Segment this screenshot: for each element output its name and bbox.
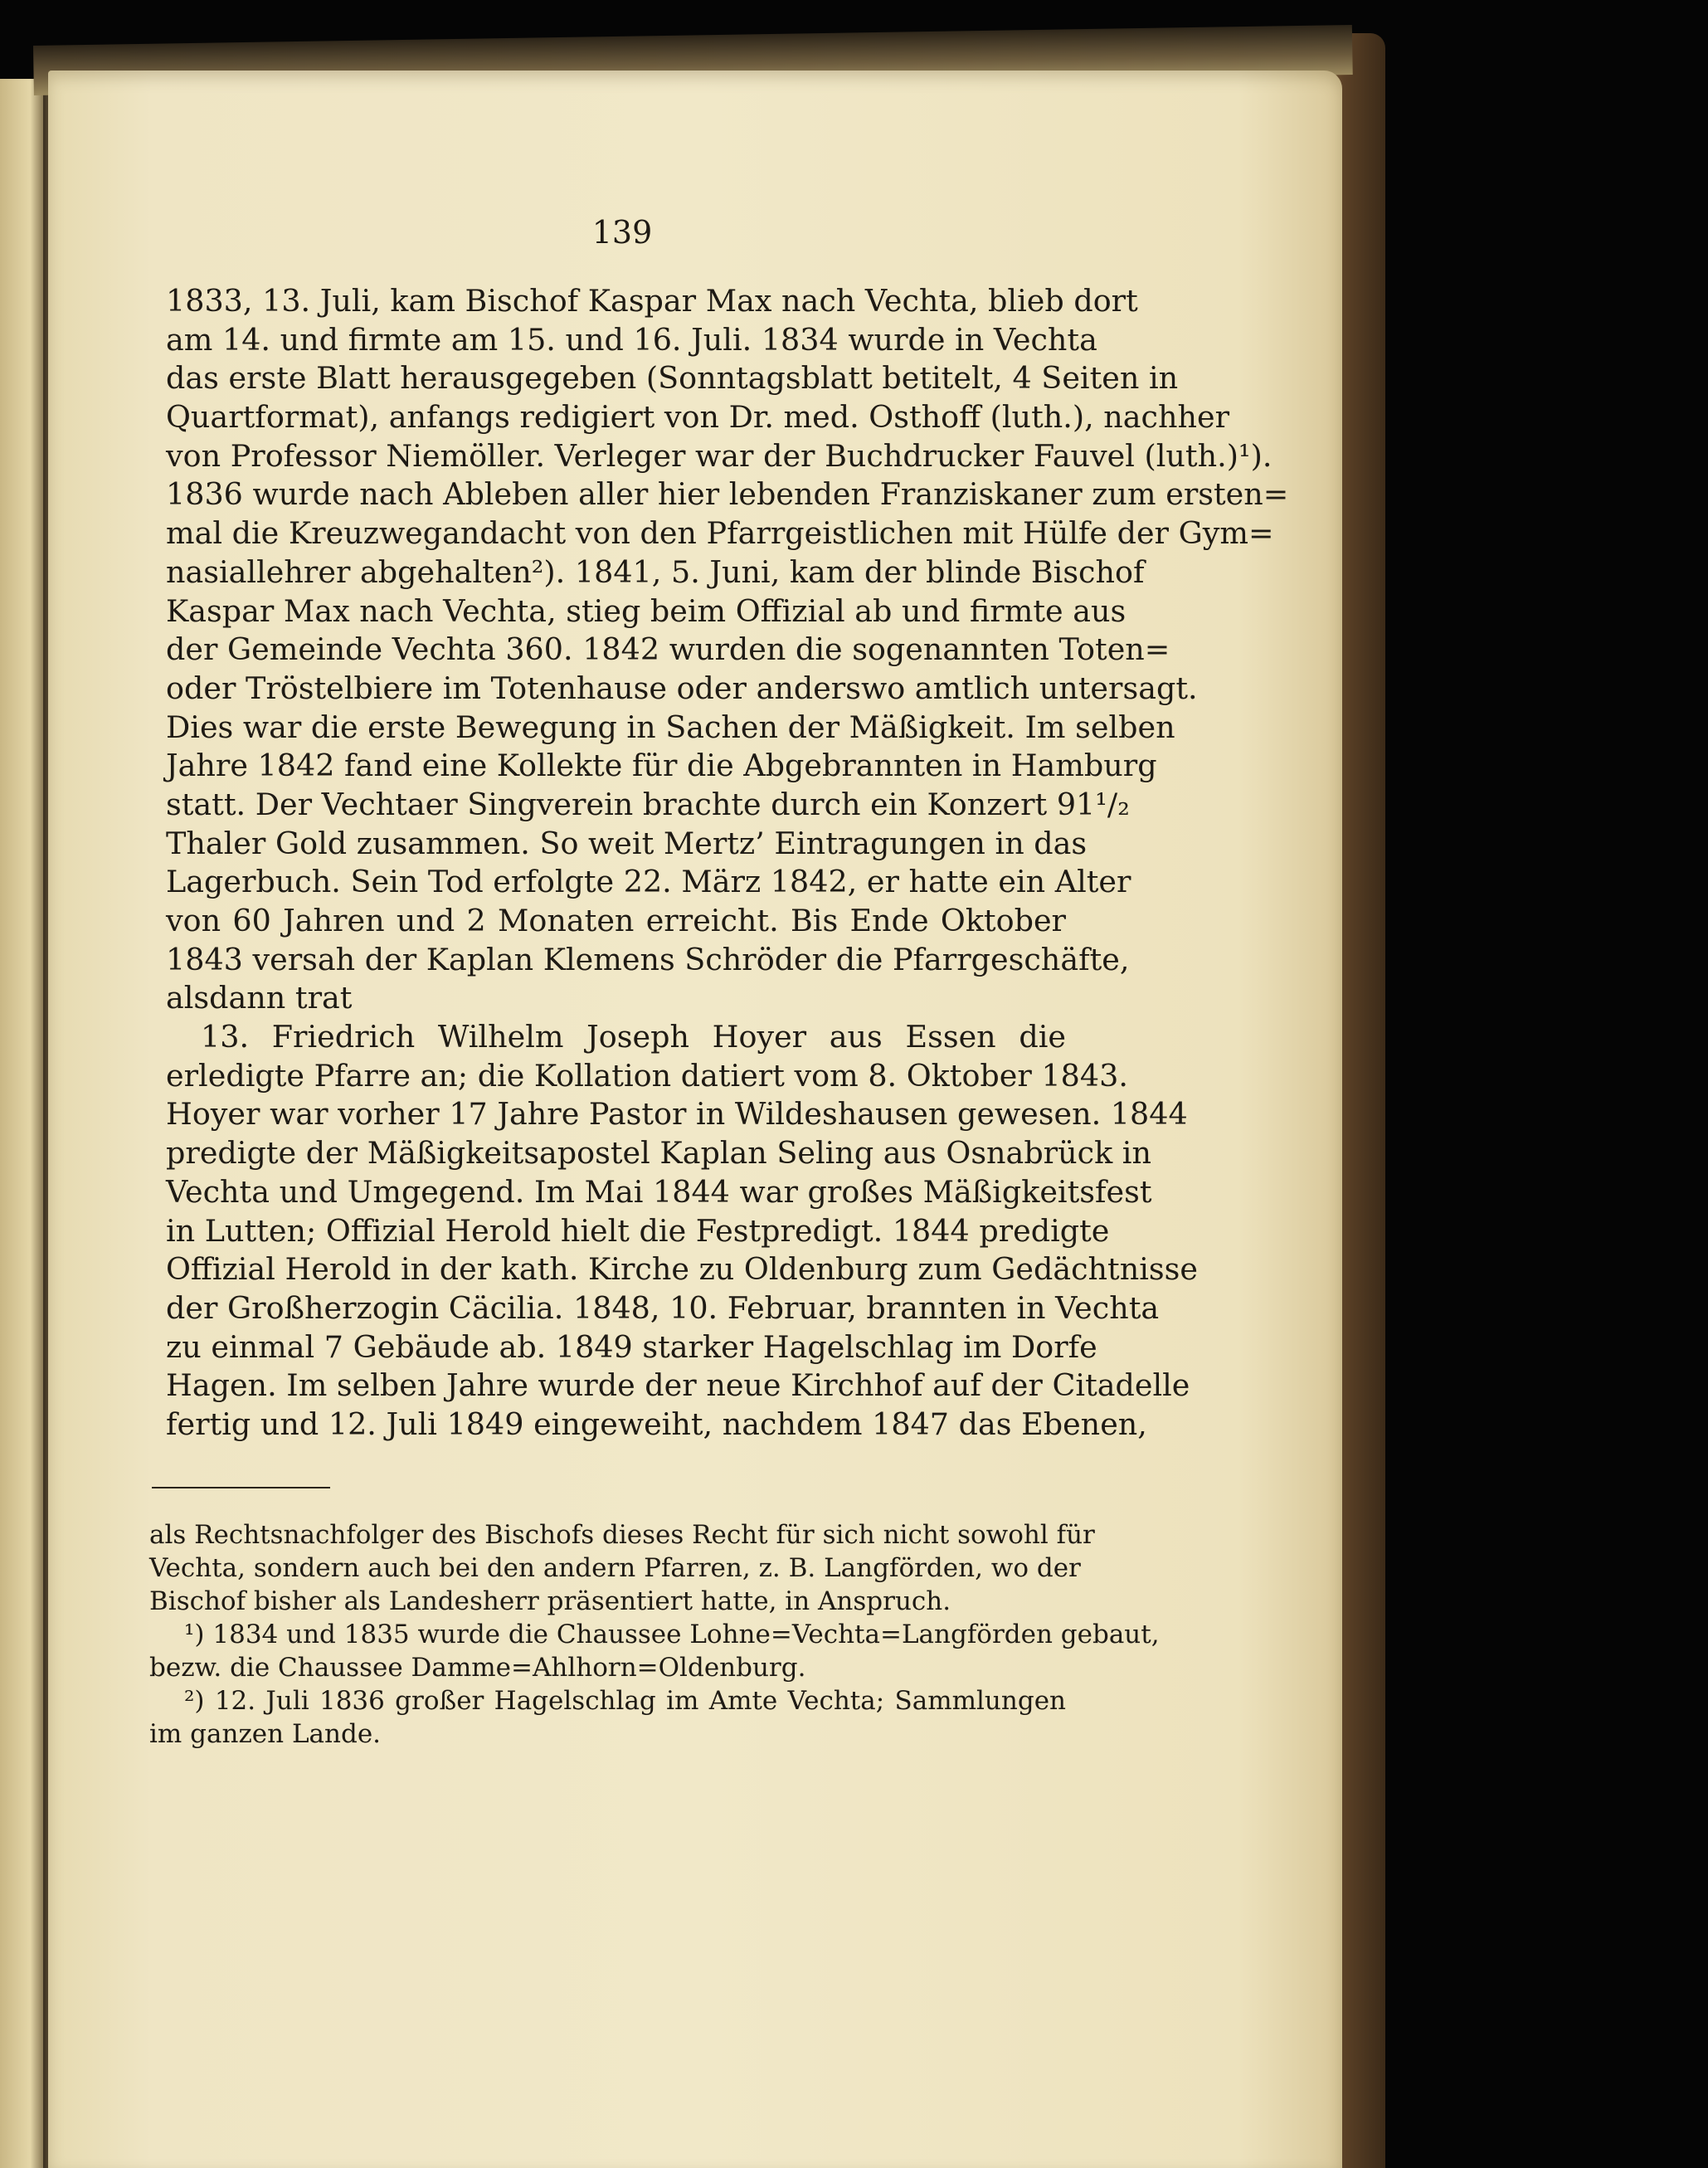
footnotes-block bbox=[149, 1518, 1160, 1751]
text-line: oder Tröstelbiere im Totenhause oder anderswo amtlich untersagt. bbox=[166, 670, 1198, 706]
text-line: am 14. und firmte am 15. und 16. Juli. 1834 wurde in Vechta bbox=[166, 321, 1097, 358]
text-line: Thaler Gold zusammen. So weit Mertz’ Eintragungen in das bbox=[166, 825, 1088, 861]
text-line: predigte der Mäßigkeitsapostel Kaplan Seling aus Osnabrück in bbox=[166, 1135, 1151, 1172]
text-line: von Professor Niemöller. Verleger war der Buchdrucker Fauvel (luth.)¹). bbox=[166, 437, 1272, 474]
footnote-line: als Rechtsnachfolger des Bischofs dieses Recht für sich nicht sowohl für bbox=[149, 1520, 1095, 1550]
section-heading-line: 13. Friedrich Wilhelm Joseph Hoyer aus Essen die bbox=[201, 1019, 1066, 1055]
text-line: der Großherzogin Cäcilia. 1848, 10. Februar, brannten in Vechta bbox=[166, 1289, 1160, 1326]
footnote-line: Vechta, sondern auch bei den andern Pfarren, z. B. Langförden, wo der bbox=[149, 1553, 1081, 1583]
text-line: das erste Blatt herausgegeben (Sonntagsblatt betitelt, 4 Seiten in bbox=[166, 360, 1179, 397]
text-line: Offizial Herold in der kath. Kirche zu Oldenburg zum Gedächtnisse bbox=[166, 1251, 1198, 1288]
text-line: in Lutten; Offizial Herold hielt die Festpredigt. 1844 predigte bbox=[166, 1212, 1110, 1249]
footnote-line: Bischof bisher als Landesherr präsentiert hatte, in Anspruch. bbox=[149, 1586, 951, 1616]
footnote-line: ¹) 1834 und 1835 wurde die Chaussee Lohne=Vechta=Langförden gebaut, bbox=[184, 1620, 1160, 1649]
footnote-separator bbox=[152, 1487, 330, 1488]
text-line: Vechta und Umgegend. Im Mai 1844 war großes Mäßigkeitsfest bbox=[166, 1173, 1152, 1210]
text-line: Kaspar Max nach Vechta, stieg beim Offizial ab und firmte aus bbox=[166, 592, 1127, 629]
text-line: 1833, 13. Juli, kam Bischof Kaspar Max nach Vechta, blieb dort bbox=[166, 283, 1138, 319]
text-line: Quartformat), anfangs redigiert von Dr. med. Osthoff (luth.), nachher bbox=[166, 399, 1230, 436]
text-line: 1836 wurde nach Ableben aller hier lebenden Franziskaner zum ersten= bbox=[166, 476, 1289, 513]
text-line: statt. Der Vechtaer Singverein brachte durch ein Konzert 91¹/₂ bbox=[166, 786, 1130, 822]
text-line: nasiallehrer abgehalten²). 1841, 5. Juni, kam der blinde Bischof bbox=[166, 553, 1145, 590]
text-line: Hoyer war vorher 17 Jahre Pastor in Wildeshausen gewesen. 1844 bbox=[166, 1096, 1188, 1133]
main-text-block bbox=[166, 282, 1289, 1445]
left-page-edge bbox=[0, 79, 43, 2168]
text-line: 1843 versah der Kaplan Klemens Schröder die Pfarrgeschäfte, bbox=[166, 941, 1130, 977]
footnote-line: im ganzen Lande. bbox=[149, 1719, 382, 1749]
text-line: der Gemeinde Vechta 360. 1842 wurden die sogenannten Toten= bbox=[166, 631, 1170, 668]
text-line: alsdann trat bbox=[166, 980, 353, 1016]
text-line: mal die Kreuzwegandacht von den Pfarrgeistlichen mit Hülfe der Gym= bbox=[166, 515, 1274, 552]
text-line: zu einmal 7 Gebäude ab. 1849 starker Hagelschlag im Dorfe bbox=[166, 1328, 1097, 1365]
footnote-line: bezw. die Chaussee Damme=Ahlhorn=Oldenburg. bbox=[149, 1653, 806, 1683]
text-line: fertig und 12. Juli 1849 eingeweiht, nachdem 1847 das Ebenen, bbox=[166, 1406, 1147, 1442]
page-number: 139 bbox=[591, 214, 653, 251]
text-line: erledigte Pfarre an; die Kollation datiert vom 8. Oktober 1843. bbox=[166, 1057, 1128, 1094]
footnote-line: ²) 12. Juli 1836 großer Hagelschlag im Amte Vechta; Sammlungen bbox=[184, 1686, 1066, 1716]
text-line: Dies war die erste Bewegung in Sachen der Mäßigkeit. Im selben bbox=[166, 709, 1175, 745]
text-line: von 60 Jahren und 2 Monaten erreicht. Bis Ende Oktober bbox=[166, 903, 1066, 938]
text-line: Hagen. Im selben Jahre wurde der neue Kirchhof auf der Citadelle bbox=[166, 1367, 1190, 1404]
text-line: Jahre 1842 fand eine Kollekte für die Abgebrannten in Hamburg bbox=[166, 748, 1157, 784]
text-line: Lagerbuch. Sein Tod erfolgte 22. März 1842, er hatte ein Alter bbox=[166, 864, 1131, 900]
